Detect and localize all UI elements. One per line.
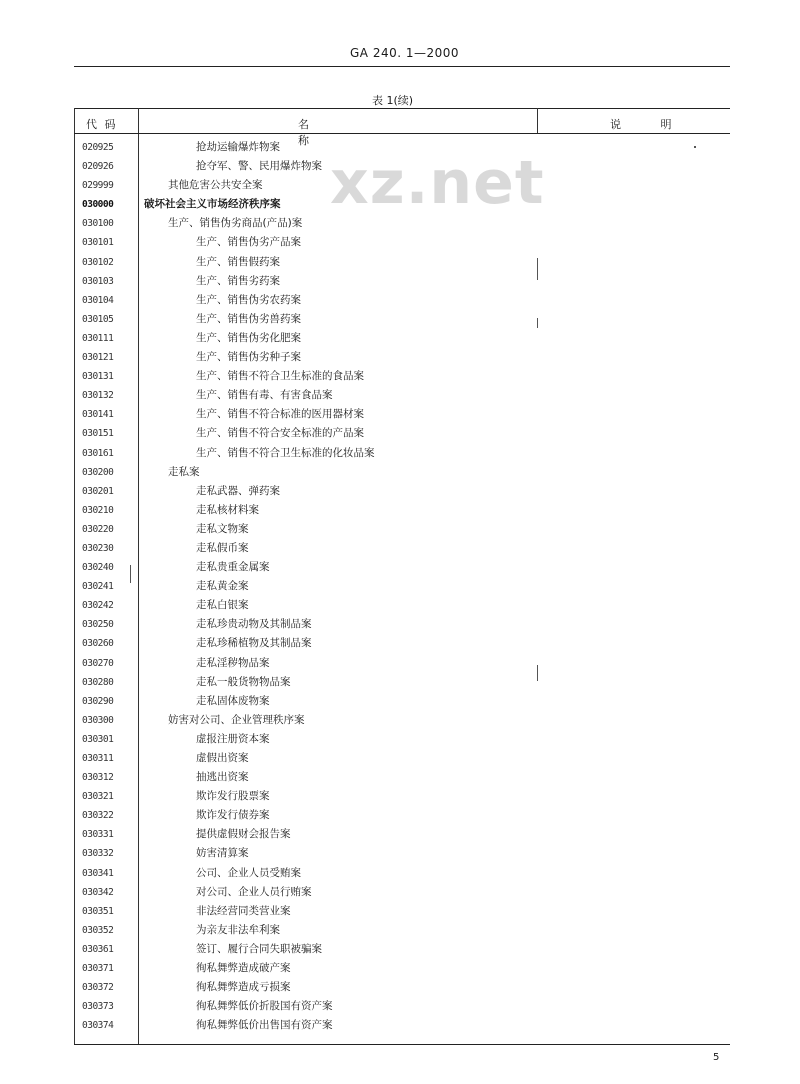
row-code: 030102 <box>82 256 114 268</box>
row-name: 走私武器、弹药案 <box>196 484 280 497</box>
table-row <box>0 367 800 386</box>
row-code: 030332 <box>82 848 114 860</box>
row-name: 签订、履行合同失职被骗案 <box>196 942 322 955</box>
row-code: 030322 <box>82 810 114 822</box>
table-row <box>0 768 800 787</box>
row-code: 030270 <box>82 657 114 669</box>
header-rule <box>74 66 730 67</box>
row-name: 生产、销售伪劣化肥案 <box>196 331 301 344</box>
row-name: 其他危害公共安全案 <box>168 179 263 192</box>
row-name: 生产、销售不符合卫生标准的食品案 <box>196 370 364 383</box>
row-code: 030240 <box>82 562 114 574</box>
row-code: 030371 <box>82 963 114 975</box>
row-code: 030250 <box>82 619 114 631</box>
table-row <box>0 825 800 844</box>
row-code: 030210 <box>82 504 114 516</box>
row-code: 030103 <box>82 275 114 287</box>
scan-speck <box>537 258 538 280</box>
row-name: 徇私舞弊低价折股国有资产案 <box>196 1000 333 1013</box>
row-name: 走私一般货物物品案 <box>196 675 291 688</box>
table-row <box>0 501 800 520</box>
watermark: xz.net <box>330 148 545 218</box>
table-row <box>0 596 800 615</box>
table-row <box>0 310 800 329</box>
standard-code-header: GA 240. 1—2000 <box>350 46 460 60</box>
table-row <box>0 558 800 577</box>
row-name: 生产、销售伪劣农药案 <box>196 293 301 306</box>
table-row <box>0 673 800 692</box>
row-name: 生产、销售假药案 <box>196 255 280 268</box>
row-name: 徇私舞弊低价出售国有资产案 <box>196 1019 333 1032</box>
table-row <box>0 482 800 501</box>
column-header-name: 名 称 <box>298 118 335 147</box>
table-bottom-rule <box>74 1044 730 1045</box>
table-note-divider <box>537 108 538 134</box>
row-name: 生产、销售伪劣兽药案 <box>196 312 301 325</box>
row-code: 030342 <box>82 886 114 898</box>
row-name: 提供虚假财会报告案 <box>196 828 291 841</box>
row-name: 走私核材料案 <box>196 503 259 516</box>
row-code: 030373 <box>82 1001 114 1013</box>
page-number: 5 <box>713 1052 720 1063</box>
row-code: 030260 <box>82 638 114 650</box>
row-name: 生产、销售不符合标准的医用器材案 <box>196 408 364 421</box>
table-row <box>0 978 800 997</box>
row-name: 生产、销售伪劣产品案 <box>196 236 301 249</box>
row-code: 020925 <box>82 142 114 153</box>
table-row <box>0 654 800 673</box>
scan-speck <box>130 565 131 583</box>
row-code: 030201 <box>82 485 114 497</box>
table-row <box>0 902 800 921</box>
table-row <box>0 692 800 711</box>
row-code: 030161 <box>82 447 114 459</box>
row-name: 欺诈发行债券案 <box>196 809 270 822</box>
row-name: 抽逃出资案 <box>196 771 249 784</box>
row-name: 走私假币案 <box>196 541 249 554</box>
table-top-rule <box>74 108 730 109</box>
column-header-note: 说 明 <box>610 118 690 131</box>
table-row <box>0 329 800 348</box>
row-code: 030300 <box>82 714 114 726</box>
row-code: 030312 <box>82 772 114 784</box>
row-name: 走私文物案 <box>196 522 249 535</box>
table-row <box>0 997 800 1016</box>
row-name: 妨害对公司、企业管理秩序案 <box>168 713 305 726</box>
row-code: 030230 <box>82 542 114 554</box>
row-code: 030311 <box>82 753 114 764</box>
row-name: 走私淫秽物品案 <box>196 656 270 669</box>
row-name: 抢劫运输爆炸物案 <box>196 141 280 153</box>
table-row <box>0 577 800 596</box>
table-row <box>0 787 800 806</box>
table-row <box>0 634 800 653</box>
row-code: 030351 <box>82 905 114 917</box>
table-row <box>0 405 800 424</box>
row-code: 030280 <box>82 676 114 688</box>
row-code: 030290 <box>82 695 114 707</box>
table-row <box>0 539 800 558</box>
row-name: 生产、销售伪劣商品(产品)案 <box>168 217 303 230</box>
row-code: 030220 <box>82 523 114 535</box>
table-row <box>0 730 800 749</box>
row-code: 030242 <box>82 600 114 612</box>
column-header-code: 代 码 <box>86 118 118 131</box>
row-name: 对公司、企业人员行贿案 <box>196 885 312 898</box>
table-row <box>0 291 800 310</box>
scan-speck <box>537 318 538 328</box>
table-row <box>0 233 800 252</box>
table-row <box>0 1016 800 1035</box>
table-row <box>0 940 800 959</box>
row-code: 030352 <box>82 924 114 936</box>
table-row <box>0 463 800 482</box>
row-name: 徇私舞弊造成亏损案 <box>196 981 291 994</box>
row-code: 030000 <box>82 199 114 211</box>
row-code: 030121 <box>82 352 114 364</box>
row-code: 030200 <box>82 466 114 478</box>
row-code: 030141 <box>82 409 114 421</box>
table-row <box>0 883 800 902</box>
row-name: 走私案 <box>168 465 200 478</box>
row-name: 生产、销售不符合卫生标准的化妆品案 <box>196 446 375 459</box>
row-name: 走私固体废物案 <box>196 694 270 707</box>
row-code: 030374 <box>82 1020 114 1032</box>
table-row <box>0 424 800 443</box>
row-name: 走私珍贵动物及其制品案 <box>196 618 312 631</box>
row-name: 生产、销售伪劣种子案 <box>196 351 301 364</box>
row-name: 走私白银案 <box>196 599 249 612</box>
row-code: 029999 <box>82 180 114 192</box>
table-body <box>0 138 800 1035</box>
row-name: 公司、企业人员受贿案 <box>196 866 301 879</box>
table-row <box>0 844 800 863</box>
table-row <box>0 864 800 883</box>
row-code: 030111 <box>82 332 114 344</box>
row-code: 020926 <box>82 161 114 173</box>
row-code: 030331 <box>82 829 114 841</box>
table-row <box>0 806 800 825</box>
row-name: 走私贵重金属案 <box>196 561 270 574</box>
table-caption: 表 1(续) <box>372 94 414 107</box>
row-code: 030105 <box>82 313 114 325</box>
row-name: 虚假出资案 <box>196 752 249 764</box>
row-name: 妨害清算案 <box>196 847 249 860</box>
row-name: 欺诈发行股票案 <box>196 790 270 803</box>
row-code: 030104 <box>82 294 114 306</box>
row-name: 走私黄金案 <box>196 580 249 593</box>
scan-speck <box>537 665 538 681</box>
row-name: 生产、销售不符合安全标准的产品案 <box>196 427 364 440</box>
row-name: 徇私舞弊造成破产案 <box>196 962 291 975</box>
table-row <box>0 615 800 634</box>
table-row <box>0 959 800 978</box>
row-name: 为亲友非法牟利案 <box>196 923 280 936</box>
table-row <box>0 921 800 940</box>
table-row <box>0 386 800 405</box>
row-code: 030301 <box>82 733 114 745</box>
row-name: 破坏社会主义市场经济秩序案 <box>144 198 281 211</box>
table-head-rule <box>74 133 730 134</box>
row-name: 非法经营同类营业案 <box>196 904 291 917</box>
table-row <box>0 711 800 730</box>
row-code: 030321 <box>82 791 114 803</box>
table-row <box>0 749 800 768</box>
row-code: 030241 <box>82 581 114 593</box>
row-code: 030131 <box>82 371 114 383</box>
table-row <box>0 253 800 272</box>
row-name: 抢夺军、警、民用爆炸物案 <box>196 160 322 173</box>
row-name: 生产、销售劣药案 <box>196 274 280 287</box>
row-code: 030132 <box>82 390 114 402</box>
row-code: 030100 <box>82 218 114 230</box>
row-name: 虚报注册资本案 <box>196 732 270 745</box>
table-row <box>0 348 800 367</box>
row-name: 生产、销售有毒、有害食品案 <box>196 389 333 402</box>
table-row <box>0 520 800 539</box>
table-row <box>0 444 800 463</box>
table-row <box>0 272 800 291</box>
row-name: 走私珍稀植物及其制品案 <box>196 637 312 650</box>
row-code: 030341 <box>82 867 114 879</box>
row-code: 030101 <box>82 237 114 249</box>
row-code: 030361 <box>82 943 114 955</box>
row-code: 030151 <box>82 428 114 440</box>
scan-speck <box>694 146 696 148</box>
row-code: 030372 <box>82 982 114 994</box>
